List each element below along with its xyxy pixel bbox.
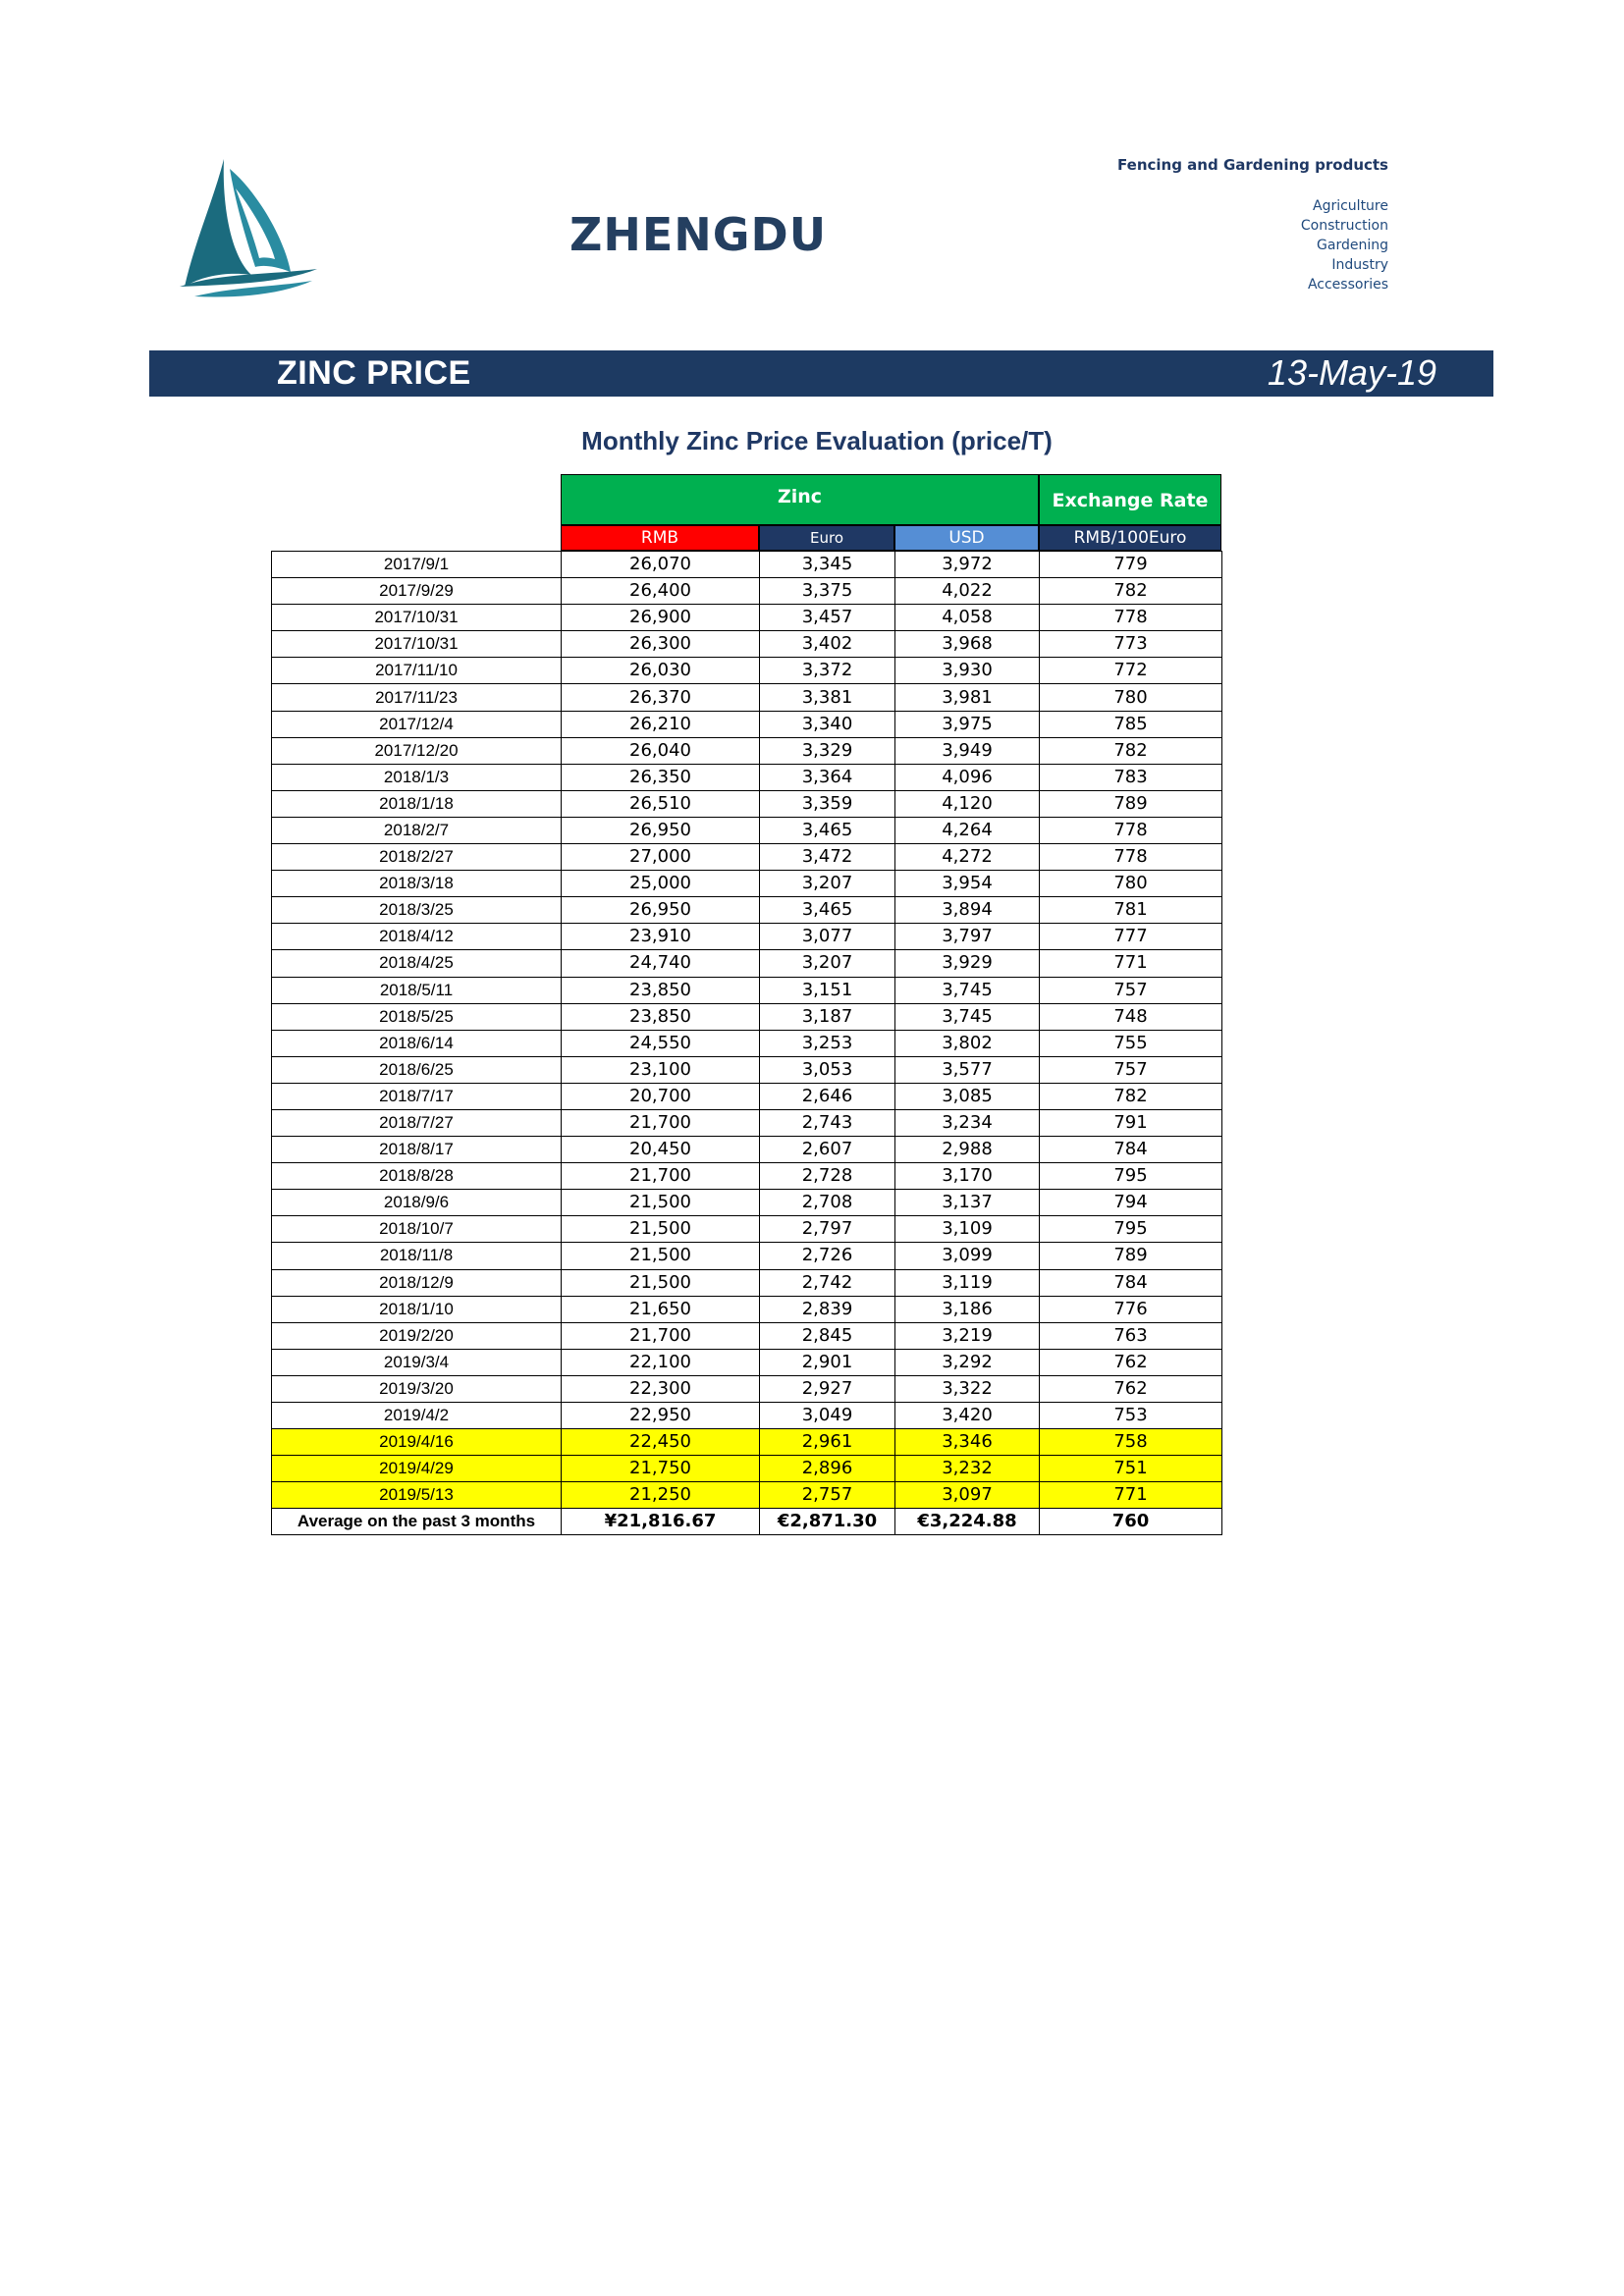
rate-cell: 772: [1040, 658, 1222, 684]
category-item: Agriculture: [1313, 198, 1388, 214]
rate-cell: 780: [1040, 871, 1222, 897]
usd-cell: 3,420: [895, 1403, 1040, 1429]
zinc-group-header: Zinc: [561, 474, 1039, 525]
euro-cell: 2,797: [760, 1216, 895, 1243]
date-cell: 2018/4/25: [272, 950, 562, 977]
rate-cell: 776: [1040, 1296, 1222, 1322]
usd-cell: 3,219: [895, 1322, 1040, 1349]
rate-cell: 757: [1040, 977, 1222, 1003]
rate-cell: 773: [1040, 631, 1222, 658]
date-cell: 2018/4/12: [272, 924, 562, 950]
euro-cell: 3,187: [760, 1003, 895, 1030]
table-row: [272, 1137, 1222, 1163]
date-cell: 2017/9/1: [272, 552, 562, 578]
title-banner: [149, 350, 1493, 397]
date-cell: 2018/1/18: [272, 790, 562, 817]
table-row: [272, 605, 1222, 631]
rate-cell: 778: [1040, 605, 1222, 631]
euro-cell: 3,372: [760, 658, 895, 684]
euro-cell: 2,961: [760, 1429, 895, 1456]
table-row: [272, 1269, 1222, 1296]
rate-cell: 782: [1040, 578, 1222, 605]
rmb-cell: 21,500: [562, 1190, 760, 1216]
usd-cell: 2,988: [895, 1137, 1040, 1163]
euro-cell: 2,742: [760, 1269, 895, 1296]
usd-cell: 4,120: [895, 790, 1040, 817]
average-usd-cell: €3,224.88: [895, 1509, 1040, 1535]
rmb-cell: 26,210: [562, 711, 760, 737]
usd-cell: 3,099: [895, 1243, 1040, 1269]
rmb-cell: 21,500: [562, 1269, 760, 1296]
usd-cell: 3,975: [895, 711, 1040, 737]
rmb-cell: 27,000: [562, 844, 760, 871]
euro-cell: 3,053: [760, 1056, 895, 1083]
rate-cell: 795: [1040, 1216, 1222, 1243]
date-cell: 2018/1/10: [272, 1296, 562, 1322]
rate-cell: 782: [1040, 737, 1222, 764]
euro-cell: 3,077: [760, 924, 895, 950]
date-cell: 2017/11/10: [272, 658, 562, 684]
usd-cell: 3,972: [895, 552, 1040, 578]
table-row: [272, 552, 1222, 578]
euro-cell: 3,457: [760, 605, 895, 631]
table-row: [272, 1456, 1222, 1482]
table-row: [272, 1109, 1222, 1136]
rate-cell: 791: [1040, 1109, 1222, 1136]
usd-cell: 3,981: [895, 684, 1040, 711]
date-cell: 2018/2/27: [272, 844, 562, 871]
euro-cell: 3,345: [760, 552, 895, 578]
rmb-cell: 21,500: [562, 1243, 760, 1269]
date-cell: 2018/3/25: [272, 897, 562, 924]
rate-cell: 783: [1040, 764, 1222, 790]
price-table: [271, 551, 1222, 1535]
table-row: [272, 711, 1222, 737]
table-row: [272, 1190, 1222, 1216]
rmb-cell: 26,510: [562, 790, 760, 817]
table-row: [272, 658, 1222, 684]
usd-cell: 3,292: [895, 1349, 1040, 1375]
table-title: Monthly Zinc Price Evaluation (price/T): [581, 426, 1053, 455]
date-cell: 2018/2/7: [272, 817, 562, 843]
euro-cell: 3,151: [760, 977, 895, 1003]
euro-column-header: Euro: [759, 525, 894, 551]
usd-cell: 3,119: [895, 1269, 1040, 1296]
euro-cell: 2,757: [760, 1482, 895, 1509]
exchange-rate-group-header: Exchange Rate: [1039, 474, 1221, 525]
rate-cell: 795: [1040, 1163, 1222, 1190]
date-cell: 2018/8/28: [272, 1163, 562, 1190]
rmb-column-header: RMB: [561, 525, 759, 551]
date-cell: 2019/5/13: [272, 1482, 562, 1509]
rate-cell: 789: [1040, 790, 1222, 817]
euro-cell: 3,465: [760, 817, 895, 843]
category-item: Construction: [1300, 218, 1388, 234]
rmb-cell: 22,450: [562, 1429, 760, 1456]
rmb-cell: 22,100: [562, 1349, 760, 1375]
table-row: [272, 737, 1222, 764]
usd-cell: 4,096: [895, 764, 1040, 790]
table-row: [272, 1482, 1222, 1509]
date-cell: 2018/8/17: [272, 1137, 562, 1163]
table-row: [272, 844, 1222, 871]
rate-cell: 794: [1040, 1190, 1222, 1216]
table-row: [272, 1056, 1222, 1083]
rmb-cell: 26,400: [562, 578, 760, 605]
date-cell: 2018/1/3: [272, 764, 562, 790]
rmb-cell: 21,750: [562, 1456, 760, 1482]
usd-cell: 3,929: [895, 950, 1040, 977]
date-cell: 2017/10/31: [272, 631, 562, 658]
rate-cell: 771: [1040, 950, 1222, 977]
euro-cell: 2,743: [760, 1109, 895, 1136]
table-row: [272, 1403, 1222, 1429]
date-cell: 2018/6/25: [272, 1056, 562, 1083]
category-item: Industry: [1331, 257, 1388, 273]
euro-cell: 3,381: [760, 684, 895, 711]
rate-cell: 781: [1040, 897, 1222, 924]
banner-date: 13-May-19: [1267, 352, 1436, 393]
rate-cell: 780: [1040, 684, 1222, 711]
rate-cell: 784: [1040, 1137, 1222, 1163]
date-cell: 2018/3/18: [272, 871, 562, 897]
date-cell: 2017/10/31: [272, 605, 562, 631]
euro-cell: 2,708: [760, 1190, 895, 1216]
tagline: Fencing and Gardening products: [1117, 156, 1388, 174]
table-row: [272, 684, 1222, 711]
rmb-cell: 21,650: [562, 1296, 760, 1322]
table-row: [272, 764, 1222, 790]
rate-cell: 753: [1040, 1403, 1222, 1429]
average-date-cell: Average on the past 3 months: [272, 1509, 562, 1535]
table-row: [272, 1003, 1222, 1030]
sailboat-logo-icon: [175, 149, 322, 306]
rate-cell: 762: [1040, 1375, 1222, 1402]
rmb-cell: 24,550: [562, 1030, 760, 1056]
euro-cell: 2,927: [760, 1375, 895, 1402]
euro-cell: 3,329: [760, 737, 895, 764]
euro-cell: 2,728: [760, 1163, 895, 1190]
table-row: [272, 790, 1222, 817]
rmb-cell: 26,300: [562, 631, 760, 658]
usd-cell: 4,272: [895, 844, 1040, 871]
brand-name: ZHENGDU: [569, 208, 828, 261]
rate-cell: 758: [1040, 1429, 1222, 1456]
table-row: [272, 1349, 1222, 1375]
rmb-cell: 20,450: [562, 1137, 760, 1163]
average-rate-cell: 760: [1040, 1509, 1222, 1535]
table-row: [272, 1296, 1222, 1322]
rmb-cell: 23,100: [562, 1056, 760, 1083]
euro-cell: 2,646: [760, 1083, 895, 1109]
usd-cell: 3,109: [895, 1216, 1040, 1243]
usd-cell: 3,745: [895, 1003, 1040, 1030]
euro-cell: 2,839: [760, 1296, 895, 1322]
average-row: [272, 1509, 1222, 1535]
usd-column-header: USD: [894, 525, 1039, 551]
usd-cell: 3,170: [895, 1163, 1040, 1190]
rmb-cell: 21,500: [562, 1216, 760, 1243]
usd-cell: 4,058: [895, 605, 1040, 631]
rmb-cell: 25,000: [562, 871, 760, 897]
usd-cell: 3,968: [895, 631, 1040, 658]
date-cell: 2018/11/8: [272, 1243, 562, 1269]
date-cell: 2018/7/17: [272, 1083, 562, 1109]
rate-cell: 771: [1040, 1482, 1222, 1509]
table-row: [272, 1429, 1222, 1456]
rmb-cell: 26,900: [562, 605, 760, 631]
euro-cell: 3,340: [760, 711, 895, 737]
date-cell: 2019/3/4: [272, 1349, 562, 1375]
rate-cell: 751: [1040, 1456, 1222, 1482]
rmb-cell: 22,950: [562, 1403, 760, 1429]
rmb-cell: 26,030: [562, 658, 760, 684]
date-cell: 2018/5/25: [272, 1003, 562, 1030]
table-row: [272, 1322, 1222, 1349]
rate-cell: 763: [1040, 1322, 1222, 1349]
rate-cell: 778: [1040, 817, 1222, 843]
rmb-cell: 20,700: [562, 1083, 760, 1109]
rate-cell: 784: [1040, 1269, 1222, 1296]
table-row: [272, 631, 1222, 658]
euro-cell: 3,364: [760, 764, 895, 790]
euro-cell: 3,472: [760, 844, 895, 871]
date-cell: 2019/2/20: [272, 1322, 562, 1349]
rmb-cell: 23,850: [562, 1003, 760, 1030]
euro-cell: 2,726: [760, 1243, 895, 1269]
euro-cell: 3,402: [760, 631, 895, 658]
category-item: Gardening: [1317, 238, 1388, 253]
euro-cell: 3,049: [760, 1403, 895, 1429]
euro-cell: 2,845: [760, 1322, 895, 1349]
usd-cell: 4,264: [895, 817, 1040, 843]
usd-cell: 3,234: [895, 1109, 1040, 1136]
average-rmb-cell: ¥21,816.67: [562, 1509, 760, 1535]
rmb-cell: 22,300: [562, 1375, 760, 1402]
rate-cell: 757: [1040, 1056, 1222, 1083]
rmb-cell: 21,700: [562, 1163, 760, 1190]
euro-cell: 3,207: [760, 950, 895, 977]
table-row: [272, 871, 1222, 897]
date-cell: 2017/11/23: [272, 684, 562, 711]
rmb-cell: 26,070: [562, 552, 760, 578]
table-row: [272, 897, 1222, 924]
table-row: [272, 1243, 1222, 1269]
euro-cell: 3,207: [760, 871, 895, 897]
usd-cell: 3,232: [895, 1456, 1040, 1482]
table-row: [272, 1030, 1222, 1056]
rate-cell: 777: [1040, 924, 1222, 950]
date-cell: 2017/12/20: [272, 737, 562, 764]
rmb-cell: 21,700: [562, 1322, 760, 1349]
euro-cell: 3,359: [760, 790, 895, 817]
date-cell: 2017/9/29: [272, 578, 562, 605]
usd-cell: 3,954: [895, 871, 1040, 897]
date-cell: 2018/5/11: [272, 977, 562, 1003]
rate-cell: 789: [1040, 1243, 1222, 1269]
rate-cell: 779: [1040, 552, 1222, 578]
rate-cell: 755: [1040, 1030, 1222, 1056]
date-cell: 2018/7/27: [272, 1109, 562, 1136]
rate-cell: 782: [1040, 1083, 1222, 1109]
table-row: [272, 950, 1222, 977]
date-cell: 2018/6/14: [272, 1030, 562, 1056]
date-cell: 2019/3/20: [272, 1375, 562, 1402]
table-row: [272, 977, 1222, 1003]
rmb-cell: 26,950: [562, 817, 760, 843]
usd-cell: 3,322: [895, 1375, 1040, 1402]
euro-cell: 3,465: [760, 897, 895, 924]
rmb-cell: 26,350: [562, 764, 760, 790]
rate-cell: 785: [1040, 711, 1222, 737]
rate-cell: 778: [1040, 844, 1222, 871]
usd-cell: 3,797: [895, 924, 1040, 950]
usd-cell: 3,745: [895, 977, 1040, 1003]
category-list: [1301, 196, 1388, 294]
table-row: [272, 924, 1222, 950]
rate-column-header: RMB/100Euro: [1039, 525, 1221, 551]
usd-cell: 3,085: [895, 1083, 1040, 1109]
date-cell: 2019/4/16: [272, 1429, 562, 1456]
usd-cell: 3,577: [895, 1056, 1040, 1083]
average-euro-cell: €2,871.30: [760, 1509, 895, 1535]
euro-cell: 2,901: [760, 1349, 895, 1375]
usd-cell: 3,137: [895, 1190, 1040, 1216]
table-row: [272, 1375, 1222, 1402]
euro-cell: 2,896: [760, 1456, 895, 1482]
date-cell: 2018/12/9: [272, 1269, 562, 1296]
date-cell: 2017/12/4: [272, 711, 562, 737]
rmb-cell: 23,910: [562, 924, 760, 950]
rmb-cell: 26,950: [562, 897, 760, 924]
table-row: [272, 1216, 1222, 1243]
rmb-cell: 26,370: [562, 684, 760, 711]
date-cell: 2019/4/29: [272, 1456, 562, 1482]
rmb-cell: 26,040: [562, 737, 760, 764]
usd-cell: 3,097: [895, 1482, 1040, 1509]
rate-cell: 748: [1040, 1003, 1222, 1030]
rmb-cell: 23,850: [562, 977, 760, 1003]
usd-cell: 3,802: [895, 1030, 1040, 1056]
table-row: [272, 578, 1222, 605]
usd-cell: 3,186: [895, 1296, 1040, 1322]
date-cell: 2019/4/2: [272, 1403, 562, 1429]
table-row: [272, 1163, 1222, 1190]
rmb-cell: 24,740: [562, 950, 760, 977]
banner-title: ZINC PRICE: [277, 354, 471, 392]
usd-cell: 3,894: [895, 897, 1040, 924]
date-cell: 2018/9/6: [272, 1190, 562, 1216]
rmb-cell: 21,700: [562, 1109, 760, 1136]
usd-cell: 3,930: [895, 658, 1040, 684]
usd-cell: 3,949: [895, 737, 1040, 764]
category-item: Accessories: [1307, 277, 1388, 293]
table-row: [272, 817, 1222, 843]
rate-cell: 762: [1040, 1349, 1222, 1375]
date-cell: 2018/10/7: [272, 1216, 562, 1243]
rmb-cell: 21,250: [562, 1482, 760, 1509]
usd-cell: 3,346: [895, 1429, 1040, 1456]
euro-cell: 2,607: [760, 1137, 895, 1163]
table-row: [272, 1083, 1222, 1109]
euro-cell: 3,253: [760, 1030, 895, 1056]
euro-cell: 3,375: [760, 578, 895, 605]
usd-cell: 4,022: [895, 578, 1040, 605]
